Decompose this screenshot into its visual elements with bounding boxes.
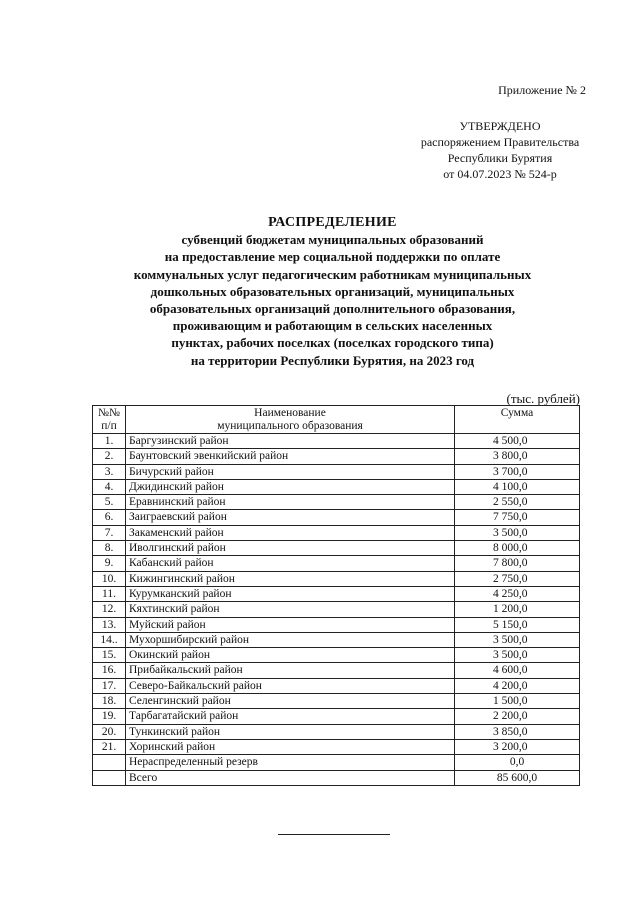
heading-line: субвенций бюджетам муниципальных образований	[181, 232, 484, 248]
header-sum: Сумма	[455, 406, 580, 434]
table-row	[93, 739, 580, 754]
header-name-line: муниципального образования	[217, 420, 363, 432]
footer-divider	[278, 834, 390, 835]
row-number: 9.	[93, 556, 126, 571]
row-name: Джидинский район	[126, 479, 455, 494]
row-name: Кабанский район	[126, 556, 455, 571]
row-sum: 3 800,0	[455, 449, 580, 464]
table-row	[93, 571, 580, 586]
approval-line: Республики Бурятия	[447, 151, 553, 165]
row-name: Иволгинский район	[126, 541, 455, 556]
total-sum: 85 600,0	[455, 770, 580, 785]
table-header-row	[93, 406, 580, 434]
row-sum: 4 200,0	[455, 678, 580, 693]
row-sum: 7 750,0	[455, 510, 580, 525]
table-row	[93, 541, 580, 556]
heading-line: дошкольных образовательных организаций, муниципальных	[150, 283, 515, 299]
distribution-table	[92, 405, 580, 786]
row-number: 2.	[93, 449, 126, 464]
row-name: Еравнинский район	[126, 495, 455, 510]
row-sum: 4 100,0	[455, 479, 580, 494]
approval-date: от 04.07.2023 № 524-р	[443, 167, 557, 181]
header-number-line: п/п	[101, 420, 117, 432]
row-sum: 8 000,0	[455, 541, 580, 556]
row-number: 15.	[93, 648, 126, 663]
heading-line: пунктах, рабочих поселках (поселках городского типа)	[171, 335, 494, 351]
approval-line: распоряжением Правительства	[420, 135, 580, 149]
document-title: РАСПРЕДЕЛЕНИЕ	[268, 215, 397, 230]
table-row	[93, 556, 580, 571]
table-row	[93, 449, 580, 464]
table-row	[93, 617, 580, 632]
row-number: 11.	[93, 586, 126, 601]
reserve-row	[93, 755, 580, 770]
table-row	[93, 479, 580, 494]
row-sum: 3 850,0	[455, 724, 580, 739]
row-number: 16.	[93, 663, 126, 678]
row-number: 12.	[93, 602, 126, 617]
row-number: 5.	[93, 495, 126, 510]
row-sum: 5 150,0	[455, 617, 580, 632]
total-row	[93, 770, 580, 785]
header-name-line: Наименование	[254, 407, 326, 419]
row-name: Прибайкальский район	[126, 663, 455, 678]
reserve-sum: 0,0	[455, 755, 580, 770]
row-number: 17.	[93, 678, 126, 693]
appendix-label: Приложение № 2	[498, 83, 586, 97]
heading-line: на предоставление мер социальной поддержки по оплате	[164, 249, 501, 265]
row-sum: 3 200,0	[455, 739, 580, 754]
row-name: Тарбагатайский район	[126, 709, 455, 724]
row-number: 18.	[93, 694, 126, 709]
row-number: 3.	[93, 464, 126, 479]
total-name: Всего	[126, 770, 455, 785]
row-name: Курумканский район	[126, 586, 455, 601]
table-row	[93, 434, 580, 449]
row-sum: 1 500,0	[455, 694, 580, 709]
approved-label: УТВЕРЖДЕНО	[459, 119, 541, 133]
total-number	[93, 770, 126, 785]
row-sum: 3 500,0	[455, 648, 580, 663]
approval-block	[400, 82, 600, 182]
row-name: Кяхтинский район	[126, 602, 455, 617]
heading-line: проживающим и работающим в сельских населенных	[172, 318, 493, 334]
row-number: 4.	[93, 479, 126, 494]
row-name: Баргузинский район	[126, 434, 455, 449]
header-number-line: №№	[98, 407, 120, 419]
table-row	[93, 510, 580, 525]
row-name: Закаменский район	[126, 525, 455, 540]
row-name: Тункинский район	[126, 724, 455, 739]
table-row	[93, 724, 580, 739]
document-heading	[60, 214, 605, 369]
row-sum: 4 500,0	[455, 434, 580, 449]
row-name: Баунтовский эвенкийский район	[126, 449, 455, 464]
table-row	[93, 648, 580, 663]
row-name: Хоринский район	[126, 739, 455, 754]
row-sum: 1 200,0	[455, 602, 580, 617]
table-row	[93, 694, 580, 709]
row-name: Мухоршибирский район	[126, 632, 455, 647]
table-row	[93, 586, 580, 601]
table-row	[93, 663, 580, 678]
row-sum: 7 800,0	[455, 556, 580, 571]
table-row	[93, 464, 580, 479]
row-number: 6.	[93, 510, 126, 525]
table-row	[93, 602, 580, 617]
heading-line: коммунальных услуг педагогическим работникам муниципальных	[133, 266, 532, 282]
heading-line: на территории Республики Бурятия, на 2023 год	[190, 352, 475, 368]
row-number: 10.	[93, 571, 126, 586]
row-name: Кижингинский район	[126, 571, 455, 586]
row-number: 21.	[93, 739, 126, 754]
row-number: 19.	[93, 709, 126, 724]
table-row	[93, 495, 580, 510]
row-sum: 3 500,0	[455, 632, 580, 647]
header-number	[93, 406, 126, 434]
row-number: 7.	[93, 525, 126, 540]
table-row	[93, 632, 580, 647]
row-name: Бичурский район	[126, 464, 455, 479]
table-row	[93, 678, 580, 693]
row-number: 20.	[93, 724, 126, 739]
row-sum: 2 200,0	[455, 709, 580, 724]
reserve-name: Нераспределенный резерв	[126, 755, 455, 770]
row-name: Северо-Байкальский район	[126, 678, 455, 693]
table-row	[93, 709, 580, 724]
heading-line: образовательных организаций дополнительного образования,	[149, 301, 516, 317]
row-name: Муйский район	[126, 617, 455, 632]
row-number: 13.	[93, 617, 126, 632]
row-name: Заиграевский район	[126, 510, 455, 525]
row-sum: 2 550,0	[455, 495, 580, 510]
row-sum: 4 250,0	[455, 586, 580, 601]
row-sum: 3 500,0	[455, 525, 580, 540]
units-label: (тыс. рублей)	[506, 391, 580, 406]
row-name: Селенгинский район	[126, 694, 455, 709]
row-name: Окинский район	[126, 648, 455, 663]
table-row	[93, 525, 580, 540]
row-sum: 4 600,0	[455, 663, 580, 678]
row-number: 1.	[93, 434, 126, 449]
row-sum: 3 700,0	[455, 464, 580, 479]
table-body	[93, 434, 580, 786]
row-number: 8.	[93, 541, 126, 556]
row-sum: 2 750,0	[455, 571, 580, 586]
row-number: 14..	[93, 632, 126, 647]
header-name	[126, 406, 455, 434]
reserve-number	[93, 755, 126, 770]
